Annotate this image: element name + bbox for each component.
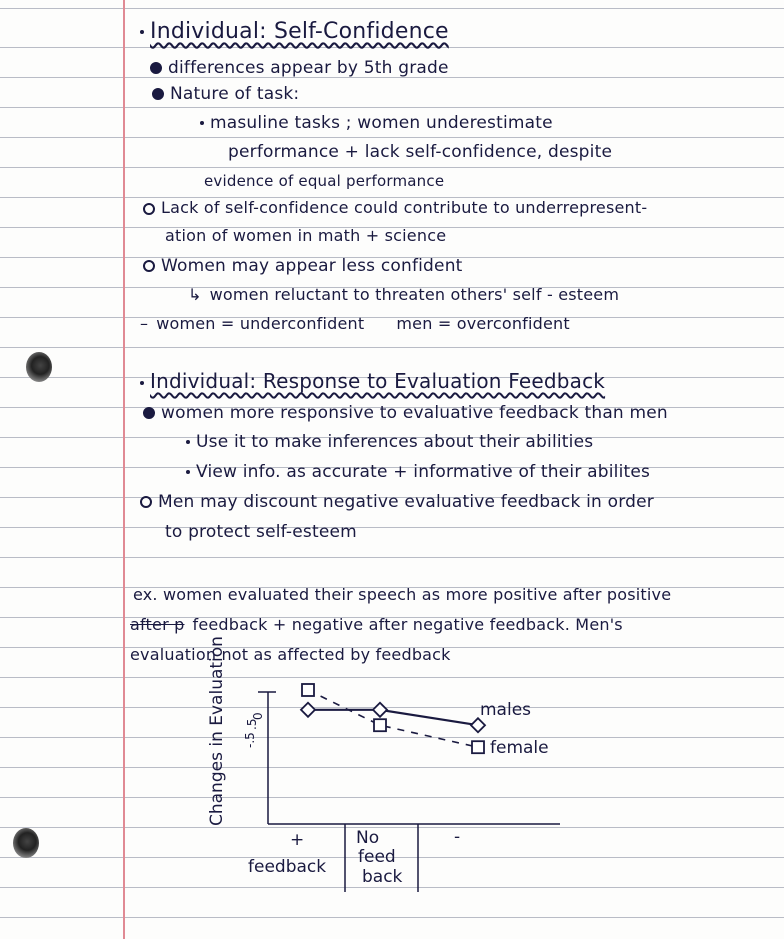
section-title: Individual: Response to Evaluation Feedback	[140, 367, 605, 395]
y-tick-label: -.5	[243, 732, 257, 748]
series-label: males	[480, 700, 532, 721]
male-data-point	[301, 703, 315, 717]
x-tick-label: -	[454, 827, 461, 847]
note-line: Lack of self-confidence could contribute to underrepresent-	[143, 197, 647, 219]
male-data-point	[471, 718, 485, 732]
x-tick-label: back	[362, 867, 403, 887]
note-line: Women may appear less confident	[143, 255, 463, 277]
female-data-point	[302, 684, 314, 696]
female-series-line	[308, 690, 478, 747]
note-line: – women = underconfident men = overconfident	[140, 314, 570, 333]
note-line: differences appear by 5th grade	[150, 57, 449, 79]
x-tick-label: feed	[358, 847, 396, 867]
note-line: evaluation not as affected by feedback	[130, 645, 451, 664]
note-line: Use it to make inferences about their abilities	[186, 431, 593, 453]
note-line: ation of women in math + science	[165, 226, 447, 245]
note-line: ↳ women reluctant to threaten others' self - esteem	[188, 285, 620, 304]
x-tick-label: No	[356, 828, 380, 848]
note-line: women more responsive to evaluative feedback than men	[143, 402, 668, 424]
x-tick-label: feedback	[248, 857, 327, 877]
chart-axes	[243, 692, 560, 892]
x-tick-label: +	[290, 830, 305, 850]
note-line: to protect self-esteem	[165, 522, 357, 542]
y-tick-label: .5	[245, 718, 259, 730]
y-tick-label: 0	[251, 712, 265, 720]
males-series-line	[308, 710, 478, 725]
female-data-point	[472, 741, 484, 753]
y-axis-label: Changes in Evaluation	[207, 636, 227, 826]
note-line: ex. women evaluated their speech as more positive after positive	[133, 585, 672, 604]
note-line: masuline tasks ; women underestimate	[200, 112, 553, 134]
note-line: performance + lack self-confidence, despite	[228, 142, 613, 162]
section-title: Individual: Self-Confidence	[140, 18, 449, 46]
female-data-point	[374, 719, 386, 731]
note-line: Men may discount negative evaluative feedback in order	[140, 491, 654, 513]
note-line: Nature of task:	[152, 83, 299, 105]
note-line: after p feedback + negative after negative feedback. Men's	[130, 615, 623, 634]
male-data-point	[373, 703, 387, 717]
note-line: evidence of equal performance	[204, 172, 445, 190]
series-label: female	[490, 738, 549, 759]
note-line: View info. as accurate + informative of their abilites	[186, 461, 650, 483]
